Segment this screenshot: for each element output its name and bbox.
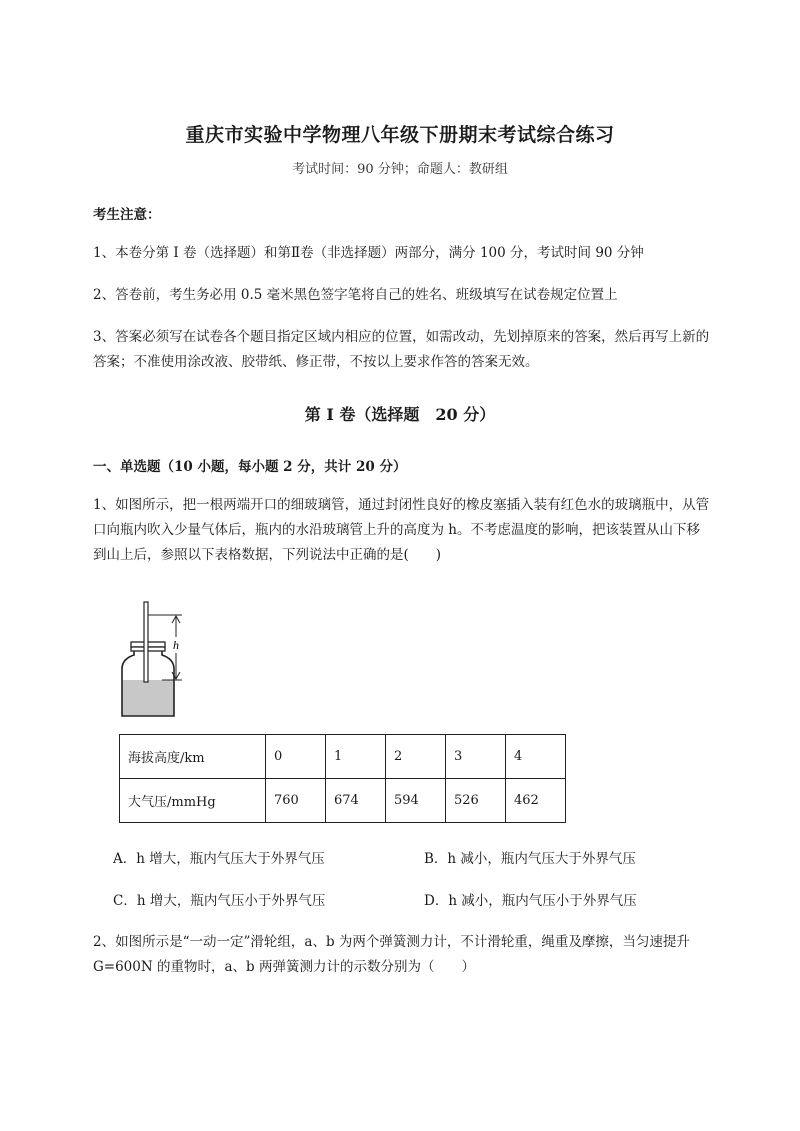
table-row xyxy=(120,779,566,823)
table-cell: 大气压/mmHg xyxy=(120,779,266,823)
bottle-figure xyxy=(110,597,200,727)
table-cell: 674 xyxy=(326,779,386,823)
table-cell: 462 xyxy=(506,779,566,823)
notice-heading: 考生注意： xyxy=(93,207,161,223)
altitude-pressure-table xyxy=(119,734,566,823)
table-row xyxy=(120,735,566,779)
question-1-stem: 1、如图所示，把一根两端开口的细玻璃管，通过封闭性良好的橡皮塞插入装有红色水的玻璃瓶中，从管口向瓶内吹入少量气体后，瓶内的水沿玻璃管上升的高度为 h。不考虑温度的影响，把该装置从山下移到山上后，参照以下表格数据，下列说法中正确的是( ) xyxy=(93,497,710,563)
table-cell: 0 xyxy=(266,735,326,779)
question-2-stem: 2、如图所示是“一动一定”滑轮组，a、b 为两个弹簧测力计，不计滑轮重，绳重及摩擦，当匀速提升 G=600N 的重物时，a、b 两弹簧测力计的示数分别为（ ） xyxy=(93,934,690,975)
notice-item-1: 1、本卷分第 I 卷（选择题）和第Ⅱ卷（非选择题）两部分，满分 100 分，考试时间 90 分钟 xyxy=(93,245,644,261)
table-cell: 526 xyxy=(446,779,506,823)
table-cell: 海拔高度/km xyxy=(120,735,266,779)
exam-info: 考试时间：90 分钟；命题人：教研组 xyxy=(292,162,508,177)
table-cell: 760 xyxy=(266,779,326,823)
table-cell: 2 xyxy=(386,735,446,779)
part-heading: 一、单选题（10 小题，每小题 2 分，共计 20 分） xyxy=(93,459,407,475)
notice-item-3: 3、答案必须写在试卷各个题目指定区域内相应的位置，如需改动，先划掉原来的答案，然后再写上新的答案；不准使用涂改液、胶带纸、修正带，不按以上要求作答的答案无效。 xyxy=(93,329,710,370)
option-c[interactable]: C．h 增大，瓶内气压小于外界气压 xyxy=(113,893,326,909)
page-title: 重庆市实验中学物理八年级下册期末考试综合练习 xyxy=(185,124,615,146)
table-cell: 1 xyxy=(326,735,386,779)
h-label: h xyxy=(173,638,179,652)
table-cell: 594 xyxy=(386,779,446,823)
section-title: 第 I 卷（选择题 20 分） xyxy=(304,405,496,424)
table-cell: 3 xyxy=(446,735,506,779)
notice-item-2: 2、答卷前，考生务必用 0.5 毫米黑色签字笔将自己的姓名、班级填写在试卷规定位置上 xyxy=(93,287,618,303)
option-d[interactable]: D．h 减小，瓶内气压小于外界气压 xyxy=(424,893,637,909)
table-cell: 4 xyxy=(506,735,566,779)
option-b[interactable]: B．h 减小，瓶内气压大于外界气压 xyxy=(424,851,636,867)
option-a[interactable]: A．h 增大，瓶内气压大于外界气压 xyxy=(113,851,325,867)
